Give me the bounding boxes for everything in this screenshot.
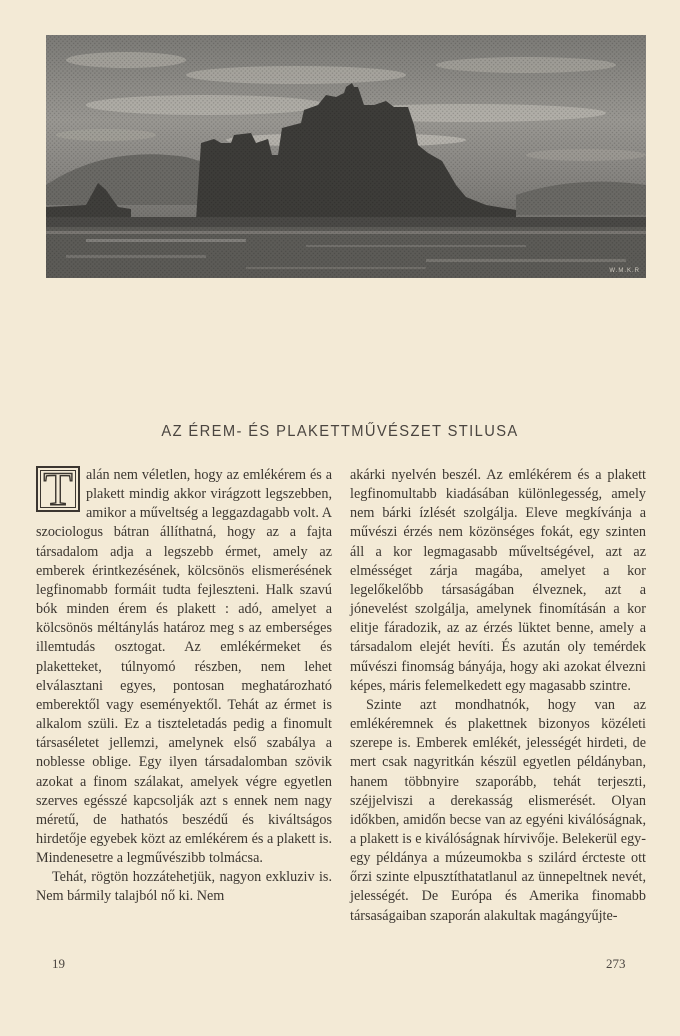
paragraph: akárki nyelvén beszél. Az emlékérem és a plakett legfinomultabb kiadásában különlegesség, amely nem bárki ízlését szolgálja. Eleve megkívánja a művészi érzés nem közönséges fokát, egy szinten áll a kor legmagasabb műveltségével, azt az elmésséget zárja magába, amelyet a kor legelőkelőbb társaságában élveznek, azt a jónevelést szolgálja, amelynek finomításán a kor elitje fáradozik, az az érzés lüktet benne, amely a társadalom elejét hevíti. És azután oly temérdek művészi finomság bányája, hogy aki azokat élvezni képes, máris felemelkedett egy magasabb szintre.: [350, 467, 646, 694]
paragraph: Szinte azt mondhatnók, hogy van az emlékéremnek és plakettnek bizonyos közéleti szerepe is. Emberek emlékét, jelességét hirdeti, de mert csak nagyritkán készül egyetlen példányban, hanem többnyire szaporább, tehát terjeszti, széjjelviszi a derekasság elismerését. Olyan időkben, amidőn becse van az egyéni kiválóságnak, a plakett is e kiválóságnak hírvivője. Belekerül egy-egy példánya a múzeumokba s szilárd ércteste ott őrzi szinte elpusztíthatatlanul az ünnepeltnek nevét, jelességét. De Európa és Amerika finomabb társaságaiban szaporán alakultak magángyűjte-: [350, 696, 646, 924]
right-column: [350, 466, 646, 926]
paragraph: [36, 463, 332, 868]
castle-island-illustration: [46, 35, 646, 278]
signature-mark: 19: [52, 956, 65, 971]
paragraph: Tehát, rögtön hozzátehetjük, nagyon exkluziv is. Nem bármily talajból nő ki. Nem: [36, 869, 332, 905]
drop-cap: [36, 463, 80, 516]
page-number: 273: [606, 956, 626, 971]
paragraph-text: alán nem véletlen, hogy az emlékérem és a plakett mindig akkor virágzott legszebben, amikor a műveltség a leggazdagabb volt. A szociologus bátran állíthatná, hogy az a fajta társadalom adja a legszebb érmet, amely az emberek érintkezésének, kölcsönös elismerésének legfinomabb formáit tudta fejleszteni. Halk szavú bók minden érem és plakett : adó, amelyet a kölcsönös méltánylás határoz meg s az emberséges illemtudás osztogat. Az emlékérmeket és plaketteket, túlnyomó részben, nem lehet elválasztani egyes, pontosan meghatározható emberektől vagy eseményektől. Tehát az érmet is alkalom szüli. Ez a tiszteletadás pedig a finomult társaséletet jellemzi, amelynek első szabálya a noblesse oblige. Egy ilyen társadalomban szövik azokat a finom szálakat, amelyek végre egyetlen szerves egésszé kapcsolják azt s ennek nem nagy méretű, de hathatós beszédű és kiváltságos hirdetője egyebek közt az emlékérem és a plakett is. Mindenesetre a legművészibb tolmácsa.: [36, 467, 332, 867]
left-column: [36, 463, 332, 907]
artist-signature: W.M.K.R: [609, 268, 640, 274]
illustration-plate: [46, 35, 646, 278]
drop-cap-letter: T: [43, 463, 73, 516]
article-title: AZ ÉREM- ÉS PLAKETTMŰVÉSZET STILUSA: [161, 422, 519, 440]
